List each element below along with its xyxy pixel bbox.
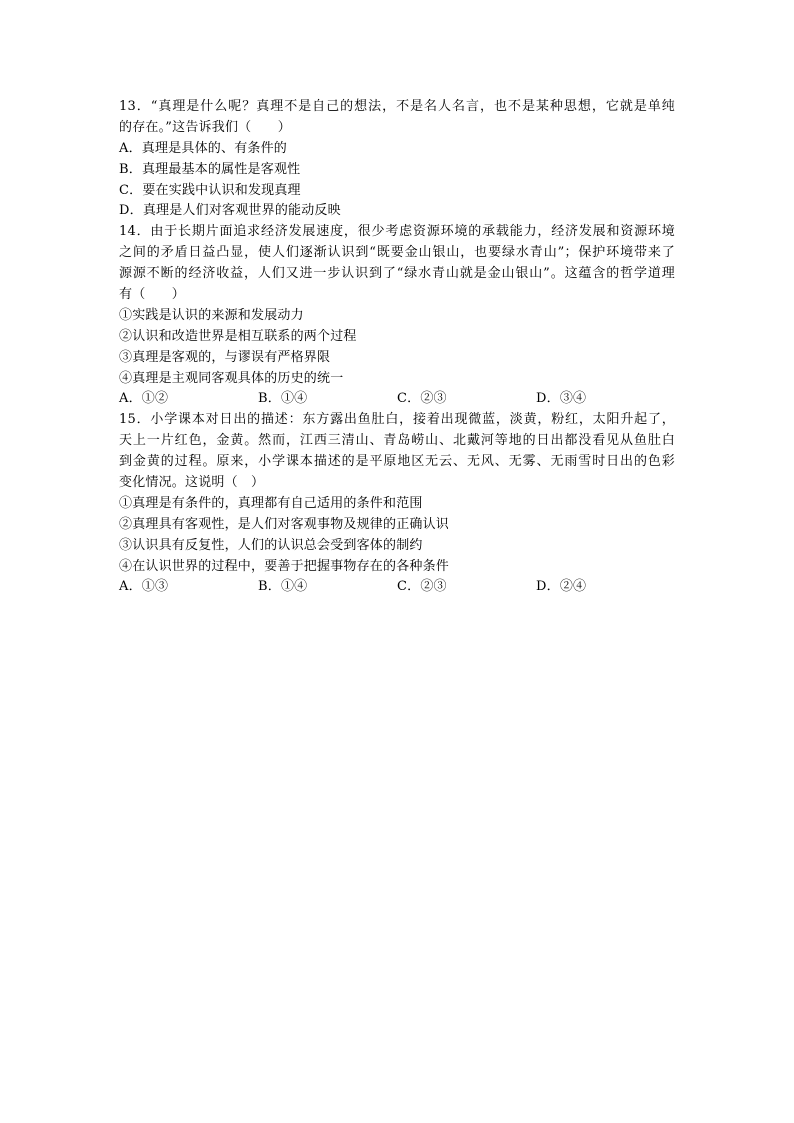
exam-page xyxy=(119,97,675,598)
question-14-stem-line-2: 之间的矛盾日益凸显，使人们逐渐认识到“既要金山银山，也要绿水青山”；保护环境带来了 xyxy=(119,245,675,261)
question-13-choice-b: B．真理最基本的属性是客观性 xyxy=(119,161,301,177)
question-14-option-c: C．②③ xyxy=(397,391,447,407)
question-15-option-b: B．①④ xyxy=(258,579,308,595)
question-14-statement-4: ④真理是主观同客观具体的历史的统一 xyxy=(119,370,344,386)
question-15-option-c: C．②③ xyxy=(397,579,447,595)
question-14-stem-line-4: 有（ ） xyxy=(119,287,186,303)
question-13-choice-c: C．要在实践中认识和发现真理 xyxy=(119,182,301,198)
question-13-stem-line-2: 的存在。”这告诉我们（ ） xyxy=(119,119,291,135)
question-15-statement-2: ②真理具有客观性，是人们对客观事物及规律的正确认识 xyxy=(119,516,450,532)
question-15-options xyxy=(119,577,675,598)
question-13-stem-line-1: 13．“真理是什么呢？真理不是自己的想法，不是名人名言，也不是某种思想，它就是单纯 xyxy=(119,99,675,114)
question-14-stem-line-1: 14．由于长期片面追求经济发展速度，很少考虑资源环境的承载能力，经济发展和资源环境 xyxy=(119,224,675,240)
question-15-stem-line-1: 15．小学课本对日出的描述：东方露出鱼肚白，接着出现微蓝，淡黄，粉红，太阳升起了， xyxy=(119,412,675,428)
question-14-option-b: B．①④ xyxy=(258,391,308,407)
question-13-choice-d: D．真理是人们对客观世界的能动反映 xyxy=(119,203,341,219)
question-14-option-a: A．①② xyxy=(119,391,169,407)
question-15-stem-line-2: 天上一片红色，金黄。然而，江西三清山、青岛崂山、北戴河等地的日出都没看见从鱼肚白 xyxy=(119,433,675,449)
question-15-stem-line-3: 到金黄的过程。原来，小学课本描述的是平原地区无云、无风、无雾、无雨雪时日出的色彩 xyxy=(119,454,675,470)
question-14-stem-line-3: 源源不断的经济收益，人们又进一步认识到了“绿水青山就是金山银山”。这蕴含的哲学道理 xyxy=(119,266,675,282)
question-13 xyxy=(119,97,675,222)
question-15-option-d: D．②④ xyxy=(536,579,587,595)
question-14-options xyxy=(119,389,675,410)
question-15-statement-1: ①真理是有条件的，真理都有自己适用的条件和范围 xyxy=(119,495,423,511)
question-14-statement-1: ①实践是认识的来源和发展动力 xyxy=(119,307,304,323)
question-14-statement-2: ②认识和改造世界是相互联系的两个过程 xyxy=(119,328,357,344)
question-15-option-a: A．①③ xyxy=(119,579,169,595)
question-15 xyxy=(119,410,675,598)
question-14-option-d: D．③④ xyxy=(536,391,587,407)
question-13-choice-a: A．真理是具体的、有条件的 xyxy=(119,140,287,156)
question-15-statement-4: ④在认识世界的过程中，要善于把握事物存在的各种条件 xyxy=(119,558,450,574)
question-14 xyxy=(119,222,675,410)
question-14-statement-3: ③真理是客观的，与谬误有严格界限 xyxy=(119,349,331,365)
question-15-statement-3: ③认识具有反复性，人们的认识总会受到客体的制约 xyxy=(119,537,423,553)
question-15-stem-line-4: 变化情况。这说明（ ） xyxy=(119,475,265,491)
